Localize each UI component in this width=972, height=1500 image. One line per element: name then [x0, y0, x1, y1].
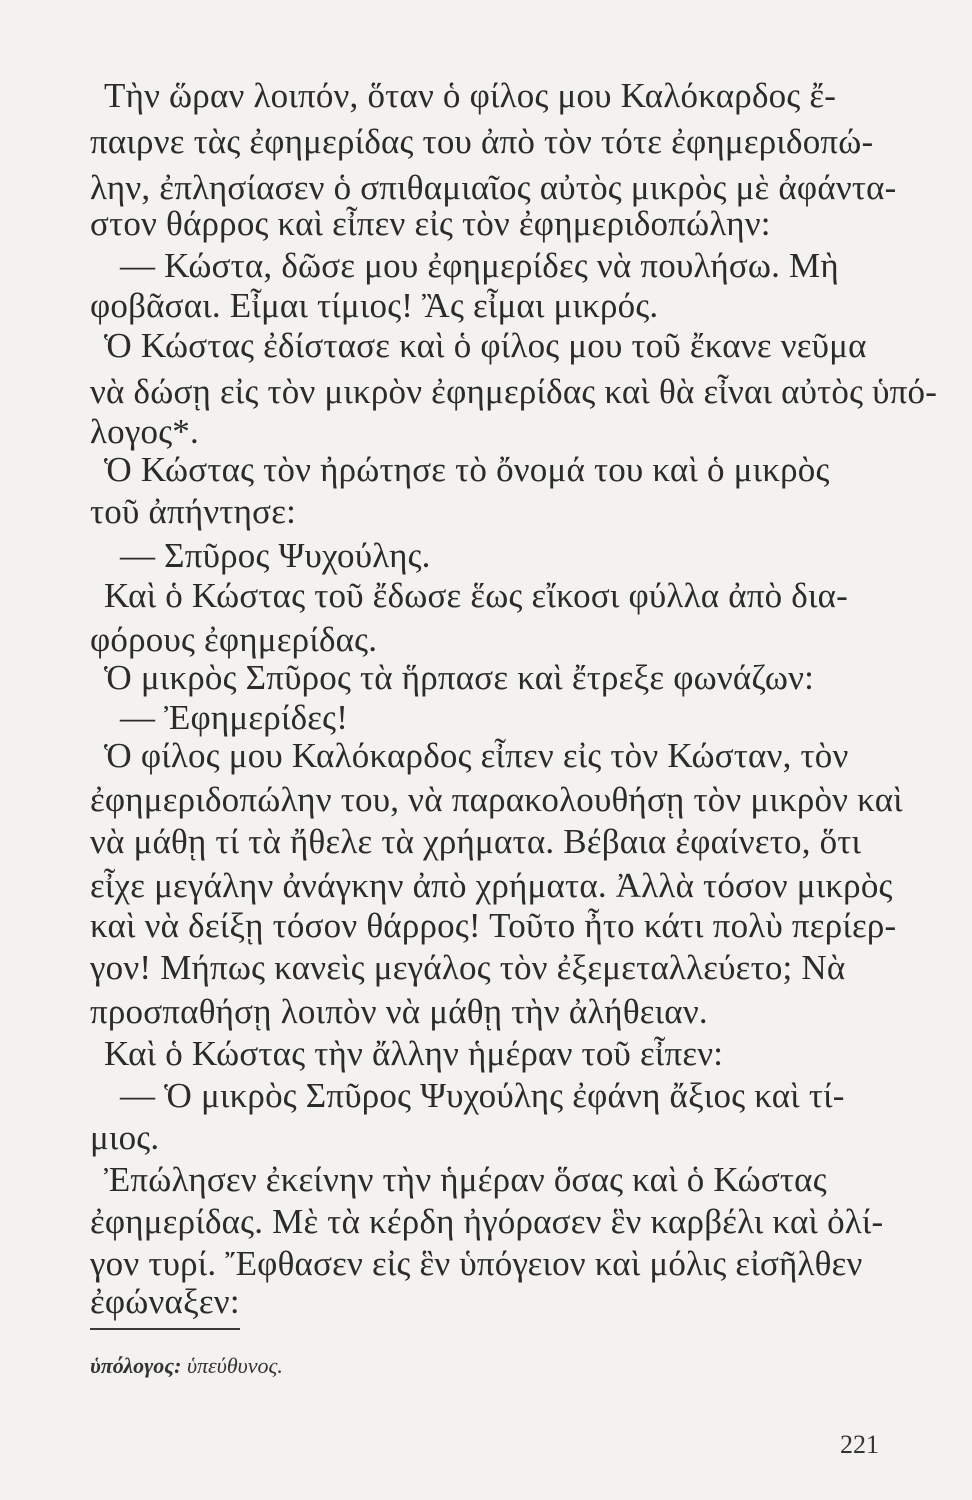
text-line: εἶχε μεγάλην ἀνάγκην ἀπὸ χρήματα. Ἀλλὰ τόσον μικρὸς [90, 866, 893, 905]
text-line: Τὴν ὥραν λοιπόν, ὅταν ὁ φίλος μου Καλόκαρδος ἔ- [104, 76, 837, 115]
text-line: Καὶ ὁ Κώστας τοῦ ἔδωσε ἕως εἴκοσι φύλλα ἀπὸ δια- [104, 576, 848, 615]
text-line: γον! Μήπως κανεὶς μεγάλος τὸν ἐξεμεταλλεύετο; Νὰ [90, 948, 846, 987]
text-line: Ὁ Κώστας ἐδίστασε καὶ ὁ φίλος μου τοῦ ἔκανε νεῦμα [104, 326, 867, 365]
text-line: καὶ νὰ δείξῃ τόσον θάρρος! Τοῦτο ἦτο κάτι πολὺ περίερ- [90, 906, 897, 945]
text-line: — Κώστα, δῶσε μου ἐφημερίδες νὰ πουλήσω. Μὴ [120, 246, 839, 285]
text-line: Ὁ φίλος μου Καλόκαρδος εἶπεν εἰς τὸν Κώσταν, τὸν [104, 736, 849, 775]
text-line: λογος*. [90, 412, 199, 451]
footnote-term: ὑπόλογος: [90, 1353, 182, 1378]
text-line: προσπαθήσῃ λοιπὸν νὰ μάθῃ τὴν ἀλήθειαν. [90, 992, 708, 1031]
text-line: ἐφώναξεν: [90, 1282, 240, 1321]
text-line: γον τυρί. Ἔφθασεν εἰς ἓν ὑπόγειον καὶ μόλις εἰσῆλθεν [90, 1244, 863, 1283]
footnote-definition: ὑπεύθυνος. [186, 1353, 283, 1378]
text-line: Ὁ μικρὸς Σπῦρος τὰ ἥρπασε καὶ ἔτρεξε φωνάζων: [104, 658, 815, 697]
text-line: παιρνε τὰς ἐφημερίδας του ἀπὸ τὸν τότε ἐφημεριδοπώ- [90, 122, 874, 161]
text-line: φόρους ἐφημερίδας. [90, 620, 378, 659]
text-line: ἐφημεριδοπώλην του, νὰ παρακολουθήσῃ τὸν μικρὸν καὶ [90, 780, 903, 819]
text-line: — Ἐφημερίδες! [120, 698, 349, 737]
text-line: μιος. [90, 1118, 160, 1157]
page-number: 221 [840, 1430, 879, 1459]
text-line: Ἐπώλησεν ἐκείνην τὴν ἡμέραν ὅσας καὶ ὁ Κώστας [104, 1160, 827, 1199]
footnote [90, 1353, 283, 1379]
text-line: φοβᾶσαι. Εἶμαι τίμιος! Ἂς εἶμαι μικρός. [90, 286, 659, 325]
text-line: τοῦ ἀπήντησε: [90, 492, 297, 531]
text-line: νὰ δώσῃ εἰς τὸν μικρὸν ἐφημερίδας καὶ θὰ εἶναι αὐτὸς ὑπό- [90, 372, 938, 411]
text-line: Καὶ ὁ Κώστας τὴν ἄλλην ἡμέραν τοῦ εἶπεν: [104, 1034, 724, 1073]
text-line: — Σπῦρος Ψυχούλης. [120, 536, 431, 575]
footnote-divider [90, 1328, 240, 1330]
text-line: στον θάρρος καὶ εἶπεν εἰς τὸν ἐφημεριδοπώλην: [90, 204, 771, 243]
text-line: — Ὁ μικρὸς Σπῦρος Ψυχούλης ἐφάνη ἄξιος καὶ τί- [120, 1076, 845, 1115]
text-line: νὰ μάθῃ τί τὰ ἤθελε τὰ χρήματα. Βέβαια ἐφαίνετο, ὅτι [90, 822, 862, 861]
text-line: Ὁ Κώστας τὸν ἠρώτησε τὸ ὄνομά του καὶ ὁ μικρὸς [104, 450, 830, 489]
text-line: ἐφημερίδας. Μὲ τὰ κέρδη ἠγόρασεν ἓν καρβέλι καὶ ὀλί- [90, 1202, 884, 1241]
text-line: λην, ἐπλησίασεν ὁ σπιθαμιαῖος αὐτὸς μικρὸς μὲ ἀφάντα- [90, 168, 897, 207]
